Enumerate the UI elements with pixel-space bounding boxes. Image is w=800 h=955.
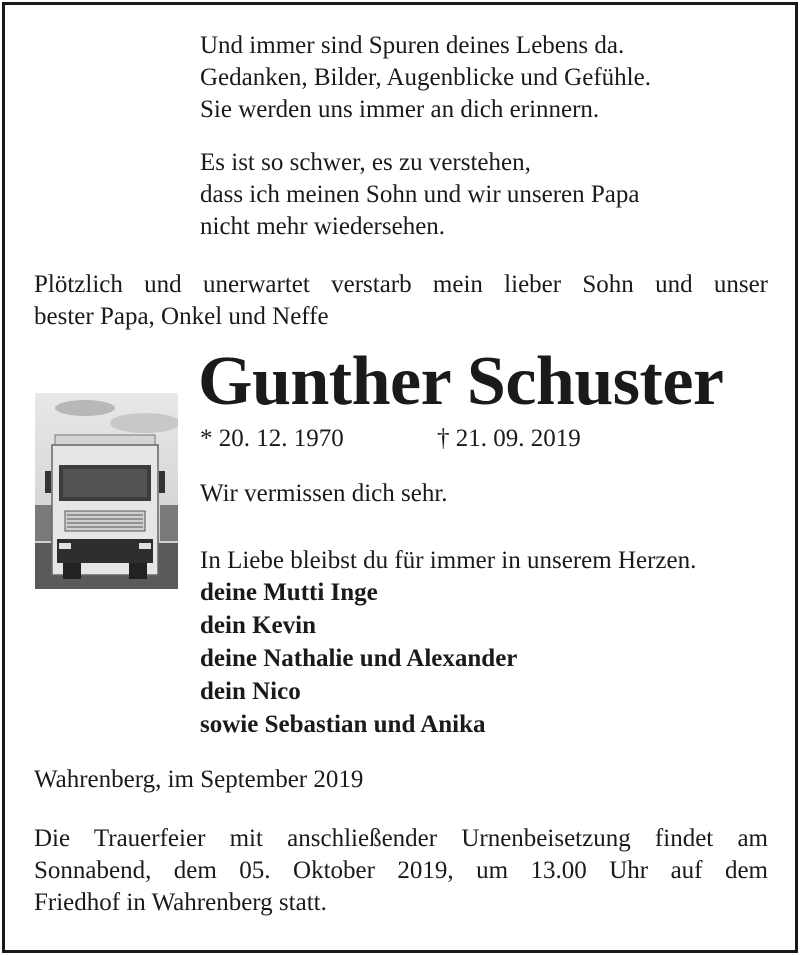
- intro-line: bester Papa, Onkel und Neffe: [34, 303, 329, 330]
- truck-photo-icon: [35, 393, 178, 589]
- poem-verse-1: [200, 30, 780, 126]
- poem-line: Es ist so schwer, es zu verstehen,: [200, 149, 531, 176]
- death-announcement-intro: [34, 269, 768, 333]
- funeral-info: [34, 823, 768, 919]
- poem-verse-2: [200, 147, 780, 243]
- mourner-name: deine Nathalie und Alexander: [200, 645, 518, 672]
- place-date: Wahrenberg, im September 2019: [34, 766, 364, 793]
- miss-message: Wir vermissen dich sehr.: [200, 480, 448, 507]
- poem-line: Und immer sind Spuren deines Lebens da.: [200, 32, 625, 59]
- poem-line: Gedanken, Bilder, Augenblicke und Gefühle.: [200, 64, 651, 91]
- funeral-line: Die Trauerfeier mit anschließender Urnenbeisetzung findet am: [34, 825, 768, 852]
- truck-photo: [35, 393, 178, 589]
- intro-line: Plötzlich und unerwartet verstarb mein lieber Sohn und unser: [34, 271, 768, 298]
- love-message: In Liebe bleibst du für immer in unserem Herzen.: [200, 547, 697, 574]
- birth-date: * 20. 12. 1970: [200, 425, 344, 452]
- mourner-name: deine Mutti Inge: [200, 579, 378, 606]
- funeral-line: Sonnabend, dem 05. Oktober 2019, um 13.00 Uhr auf dem: [34, 857, 768, 884]
- poem-line: dass ich meinen Sohn und wir unseren Papa: [200, 181, 640, 208]
- death-date: † 21. 09. 2019: [437, 425, 581, 452]
- mourner-name: sowie Sebastian und Anika: [200, 711, 486, 738]
- mourner-name: dein Nico: [200, 678, 301, 705]
- poem-line: Sie werden uns immer an dich erinnern.: [200, 96, 600, 123]
- poem-line: nicht mehr wiedersehen.: [200, 213, 446, 240]
- deceased-name: Gunther Schuster: [198, 343, 724, 420]
- funeral-line: Friedhof in Wahrenberg statt.: [34, 889, 327, 916]
- mourners-list: [200, 576, 517, 741]
- mourner-name: dein Kevin: [200, 612, 316, 639]
